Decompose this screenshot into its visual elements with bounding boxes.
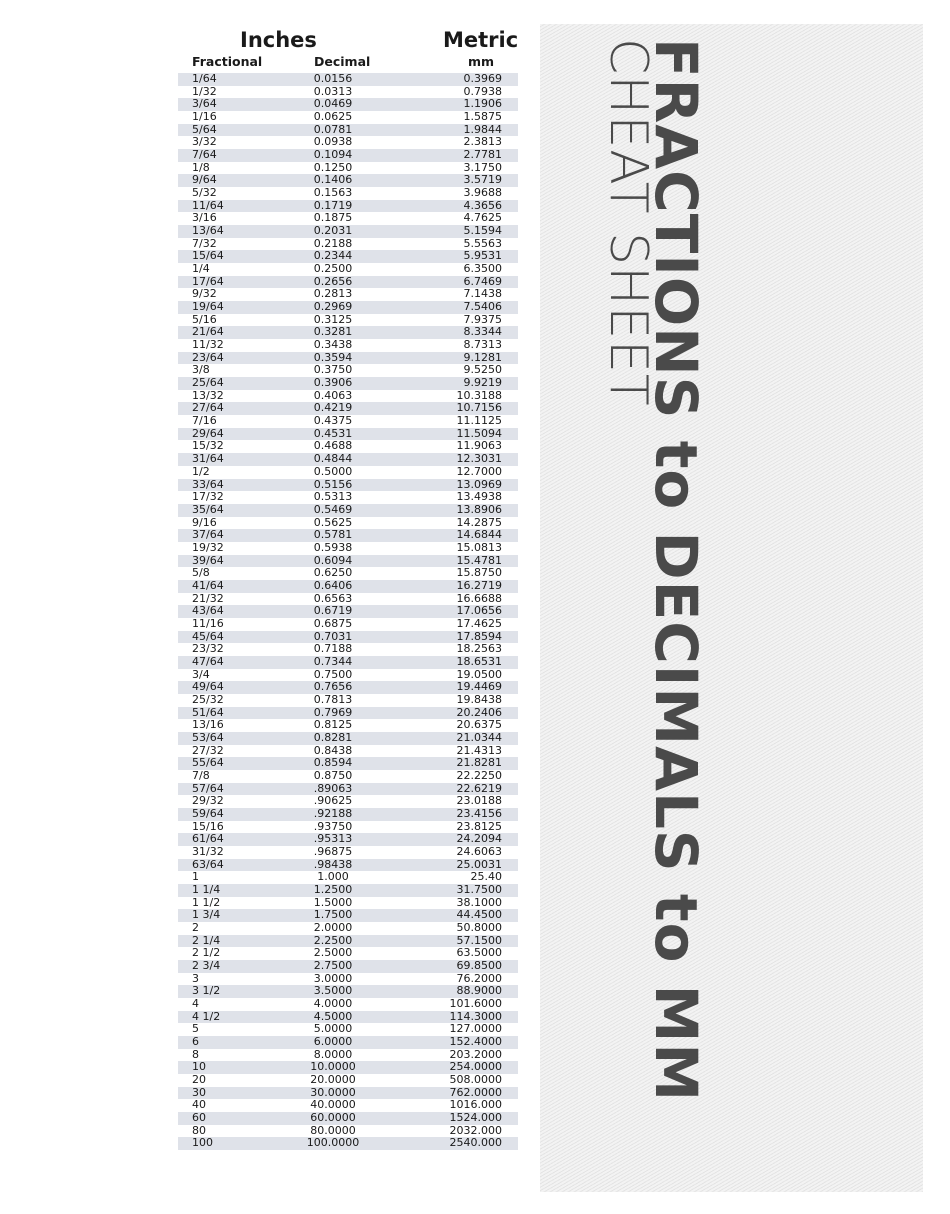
fraction-cell: 1 1/4: [192, 883, 221, 896]
fraction-cell: 33/64: [192, 477, 224, 491]
decimal-cell: 2.0000: [313, 921, 353, 935]
decimal-cell: 0.5938: [313, 540, 353, 554]
decimal-cell: 0.0469: [313, 97, 353, 111]
mm-cell: 13.8906: [456, 502, 502, 516]
mm-cell: 152.4000: [449, 1035, 502, 1049]
fraction-cell: 45/64: [192, 629, 224, 643]
decimal-cell: 0.6406: [313, 578, 353, 592]
fraction-cell: 61/64: [192, 832, 224, 846]
decimal-cell: 4.0000: [313, 997, 353, 1011]
mm-cell: 16.6688: [456, 591, 502, 605]
fraction-cell: 1: [192, 870, 199, 884]
mm-cell: 4.3656: [463, 198, 502, 212]
table-row: [178, 149, 518, 162]
mm-cell: 63.5000: [456, 946, 502, 960]
mm-cell: 24.2094: [456, 832, 502, 846]
mm-cell: 21.8281: [456, 756, 502, 770]
fraction-cell: 5/16: [192, 312, 217, 326]
decimal-column-header: Decimal: [314, 54, 371, 69]
mm-cell: 17.8594: [456, 629, 502, 643]
decimal-cell: 5.0000: [313, 1022, 353, 1036]
decimal-cell: 0.4219: [313, 401, 353, 415]
fraction-cell: 13/64: [192, 224, 224, 238]
table-row: [178, 339, 518, 352]
fraction-cell: 27/64: [192, 401, 224, 415]
decimal-cell: 0.7969: [313, 705, 353, 719]
mm-cell: 127.0000: [449, 1022, 502, 1036]
fraction-cell: 17/64: [192, 274, 224, 288]
fraction-cell: 1 3/4: [192, 908, 221, 922]
fraction-cell: 15/16: [192, 819, 224, 833]
mm-cell: 508.0000: [449, 1073, 502, 1087]
fraction-cell: 2 3/4: [192, 959, 221, 973]
table-row: [178, 377, 518, 390]
table-row: [178, 263, 518, 276]
decimal-cell: .98438: [313, 857, 353, 871]
decimal-cell: 0.1563: [313, 186, 353, 200]
table-row: [178, 301, 518, 314]
mm-cell: 18.2563: [456, 642, 502, 656]
decimal-cell: 0.4063: [313, 388, 353, 402]
fraction-cell: 9/16: [192, 515, 217, 529]
mm-cell: 14.2875: [456, 515, 502, 529]
fraction-cell: 4 1/2: [192, 1009, 221, 1023]
fraction-cell: 3/64: [192, 97, 217, 111]
fraction-cell: 41/64: [192, 578, 224, 592]
fraction-cell: 57/64: [192, 781, 224, 795]
decimal-cell: 30.0000: [310, 1085, 356, 1099]
decimal-cell: 60.0000: [310, 1111, 356, 1125]
mm-cell: 19.4469: [456, 680, 502, 694]
table-row: [178, 542, 518, 555]
decimal-cell: .96875: [313, 844, 353, 858]
mm-cell: 6.3500: [463, 262, 502, 276]
table-row: [178, 884, 518, 897]
fraction-cell: 11/32: [192, 338, 224, 352]
mm-cell: 9.9219: [463, 376, 502, 390]
fraction-cell: 2: [192, 921, 199, 935]
fraction-cell: 59/64: [192, 806, 224, 820]
mm-cell: 0.7938: [463, 84, 502, 98]
decimal-cell: 0.6719: [313, 604, 353, 618]
decimal-cell: 0.2031: [313, 224, 353, 238]
decimal-cell: 0.5000: [313, 464, 353, 478]
mm-cell: 6.7469: [463, 274, 502, 288]
mm-cell: 11.5094: [456, 426, 502, 440]
decimal-cell: 0.1875: [313, 211, 353, 225]
decimal-cell: 2.5000: [313, 946, 353, 960]
decimal-cell: 3.0000: [313, 971, 353, 985]
decimal-cell: 0.6563: [313, 591, 353, 605]
fraction-cell: 2 1/2: [192, 946, 221, 960]
table-row: [178, 998, 518, 1011]
mm-cell: 69.8500: [456, 959, 502, 973]
mm-cell: 1524.000: [449, 1111, 502, 1125]
fraction-cell: 30: [192, 1085, 206, 1099]
mm-cell: 17.4625: [456, 616, 502, 630]
table-row: [178, 1137, 518, 1150]
mm-cell: 57.1500: [456, 933, 502, 947]
fraction-cell: 21/32: [192, 591, 224, 605]
table-row: [178, 225, 518, 238]
fraction-cell: 3/8: [192, 363, 210, 377]
table-row: [178, 580, 518, 593]
decimal-cell: 0.0156: [313, 72, 353, 85]
decimal-cell: 1.7500: [313, 908, 353, 922]
mm-cell: 12.3031: [456, 452, 502, 466]
decimal-cell: 0.1250: [313, 160, 353, 174]
decimal-cell: .90625: [313, 794, 353, 808]
decimal-cell: 0.7031: [313, 629, 353, 643]
mm-cell: 13.0969: [456, 477, 502, 491]
mm-cell: 2540.000: [449, 1136, 502, 1150]
mm-cell: 21.0344: [456, 730, 502, 744]
decimal-cell: 0.0313: [313, 84, 353, 98]
decimal-cell: 80.0000: [310, 1123, 356, 1137]
fraction-cell: 20: [192, 1073, 206, 1087]
fraction-cell: 40: [192, 1098, 206, 1112]
mm-cell: 5.9531: [463, 249, 502, 263]
table-row: [178, 504, 518, 517]
decimal-cell: .92188: [313, 806, 353, 820]
table-row: [178, 922, 518, 935]
fraction-cell: 1/16: [192, 110, 217, 124]
fraction-cell: 3: [192, 971, 199, 985]
table-row: [178, 605, 518, 618]
mm-cell: 5.1594: [463, 224, 502, 238]
decimal-cell: 0.4531: [313, 426, 353, 440]
decimal-cell: 20.0000: [310, 1073, 356, 1087]
fraction-cell: 3/32: [192, 135, 217, 149]
fraction-cell: 31/64: [192, 452, 224, 466]
mm-cell: 13.4938: [456, 490, 502, 504]
fraction-cell: 37/64: [192, 528, 224, 542]
decimal-cell: 0.2656: [313, 274, 353, 288]
decimal-cell: .89063: [313, 781, 353, 795]
mm-cell: 3.5719: [463, 173, 502, 187]
fraction-cell: 5/64: [192, 122, 217, 136]
mm-cell: 15.0813: [456, 540, 502, 554]
mm-cell: 203.2000: [449, 1047, 502, 1061]
decimal-cell: 0.4375: [313, 414, 353, 428]
fraction-cell: 23/64: [192, 350, 224, 364]
table-row: [178, 187, 518, 200]
mm-cell: 23.8125: [456, 819, 502, 833]
table-row: [178, 1036, 518, 1049]
table-row: [178, 770, 518, 783]
mm-cell: 18.6531: [456, 654, 502, 668]
decimal-cell: 0.6250: [313, 566, 353, 580]
decimal-cell: 0.7344: [313, 654, 353, 668]
decimal-cell: 4.5000: [313, 1009, 353, 1023]
fraction-cell: 1/2: [192, 464, 210, 478]
fraction-cell: 49/64: [192, 680, 224, 694]
fraction-cell: 11/16: [192, 616, 224, 630]
table-row: [178, 732, 518, 745]
fraction-cell: 5/8: [192, 566, 210, 580]
decimal-cell: 0.6875: [313, 616, 353, 630]
decimal-cell: 0.3438: [313, 338, 353, 352]
mm-cell: 4.7625: [463, 211, 502, 225]
decimal-cell: 0.0625: [313, 110, 353, 124]
mm-cell: 21.4313: [456, 743, 502, 757]
fraction-cell: 1/32: [192, 84, 217, 98]
mm-cell: 1.1906: [463, 97, 502, 111]
decimal-cell: .93750: [313, 819, 353, 833]
mm-cell: 38.1000: [456, 895, 502, 909]
fraction-cell: 3 1/2: [192, 984, 221, 998]
mm-cell: 19.8438: [456, 692, 502, 706]
decimal-cell: 0.5469: [313, 502, 353, 516]
fraction-cell: 55/64: [192, 756, 224, 770]
mm-cell: 15.8750: [456, 566, 502, 580]
decimal-cell: 0.2344: [313, 249, 353, 263]
fraction-cell: 10: [192, 1060, 206, 1074]
decimal-cell: 0.1094: [313, 148, 353, 162]
decimal-cell: 0.3594: [313, 350, 353, 364]
mm-cell: 25.0031: [456, 857, 502, 871]
fraction-cell: 2 1/4: [192, 933, 221, 947]
table-body: [178, 73, 518, 1150]
decimal-cell: 2.2500: [313, 933, 353, 947]
decimal-cell: 0.5313: [313, 490, 353, 504]
fraction-cell: 5/32: [192, 186, 217, 200]
fraction-cell: 1/4: [192, 262, 210, 276]
fraction-cell: 3/4: [192, 667, 210, 681]
fraction-cell: 7/16: [192, 414, 217, 428]
decimal-cell: 8.0000: [313, 1047, 353, 1061]
fraction-cell: 13/32: [192, 388, 224, 402]
fraction-cell: 39/64: [192, 553, 224, 567]
mm-cell: 24.6063: [456, 844, 502, 858]
mm-cell: 11.1125: [456, 414, 502, 428]
decimal-cell: 0.4844: [313, 452, 353, 466]
decimal-cell: 0.8125: [313, 718, 353, 732]
table-row: [178, 694, 518, 707]
table-row: [178, 618, 518, 631]
inches-heading: Inches: [240, 28, 317, 52]
fraction-cell: 6: [192, 1035, 199, 1049]
mm-cell: 3.1750: [463, 160, 502, 174]
sheet-subtitle: CHEAT SHEET: [598, 38, 658, 407]
decimal-cell: 0.4688: [313, 439, 353, 453]
fraction-cell: 8: [192, 1047, 199, 1061]
decimal-cell: 0.2813: [313, 287, 353, 301]
fraction-cell: 25/64: [192, 376, 224, 390]
decimal-cell: 40.0000: [310, 1098, 356, 1112]
mm-cell: 1.5875: [463, 110, 502, 124]
table-row: [178, 846, 518, 859]
mm-cell: 11.9063: [456, 439, 502, 453]
fraction-cell: 11/64: [192, 198, 224, 212]
mm-cell: 101.6000: [449, 997, 502, 1011]
decimal-cell: 0.2500: [313, 262, 353, 276]
fraction-cell: 1 1/2: [192, 895, 221, 909]
mm-cell: 1016.000: [449, 1098, 502, 1112]
fraction-cell: 9/32: [192, 287, 217, 301]
fraction-cell: 9/64: [192, 173, 217, 187]
mm-cell: 20.2406: [456, 705, 502, 719]
fraction-cell: 25/32: [192, 692, 224, 706]
decimal-cell: 0.8750: [313, 768, 353, 782]
mm-cell: 7.1438: [463, 287, 502, 301]
mm-cell: 31.7500: [456, 883, 502, 896]
mm-cell: 23.4156: [456, 806, 502, 820]
decimal-cell: 0.0781: [313, 122, 353, 136]
mm-cell: 22.2250: [456, 768, 502, 782]
mm-cell: 19.0500: [456, 667, 502, 681]
decimal-cell: 0.7500: [313, 667, 353, 681]
decimal-cell: 0.8281: [313, 730, 353, 744]
mm-cell: 9.5250: [463, 363, 502, 377]
mm-cell: 5.5563: [463, 236, 502, 250]
decimal-cell: 0.3281: [313, 325, 353, 339]
decimal-cell: 0.0938: [313, 135, 353, 149]
fraction-cell: 7/32: [192, 236, 217, 250]
decimal-cell: 3.5000: [313, 984, 353, 998]
fraction-cell: 5: [192, 1022, 199, 1036]
table-row: [178, 111, 518, 124]
decimal-cell: 1.5000: [313, 895, 353, 909]
fraction-cell: 80: [192, 1123, 206, 1137]
mm-cell: 22.6219: [456, 781, 502, 795]
table-row: [178, 453, 518, 466]
mm-cell: 9.1281: [463, 350, 502, 364]
mm-cell: 8.3344: [463, 325, 502, 339]
decimal-cell: 0.3906: [313, 376, 353, 390]
mm-cell: 50.8000: [456, 921, 502, 935]
fraction-cell: 7/8: [192, 768, 210, 782]
fraction-cell: 47/64: [192, 654, 224, 668]
mm-cell: 2.3813: [463, 135, 502, 149]
decimal-cell: 0.2188: [313, 236, 353, 250]
fraction-cell: 63/64: [192, 857, 224, 871]
mm-cell: 10.3188: [456, 388, 502, 402]
decimal-cell: 2.7500: [313, 959, 353, 973]
mm-cell: 23.0188: [456, 794, 502, 808]
mm-cell: 17.0656: [456, 604, 502, 618]
decimal-cell: 0.7813: [313, 692, 353, 706]
mm-cell: 12.7000: [456, 464, 502, 478]
mm-cell: 10.7156: [456, 401, 502, 415]
mm-cell: 8.7313: [463, 338, 502, 352]
fraction-cell: 29/32: [192, 794, 224, 808]
decimal-cell: 0.2969: [313, 300, 353, 314]
mm-cell: 76.2000: [456, 971, 502, 985]
table-row: [178, 529, 518, 542]
table-row: [178, 1074, 518, 1087]
table-row: [178, 415, 518, 428]
mm-cell: 16.2719: [456, 578, 502, 592]
fractional-column-header: Fractional: [192, 54, 263, 69]
table-row: [178, 1112, 518, 1125]
fraction-cell: 1/64: [192, 72, 217, 85]
table-row: [178, 643, 518, 656]
table-row: [178, 73, 518, 86]
metric-heading: Metric: [443, 28, 519, 52]
fraction-cell: 51/64: [192, 705, 224, 719]
decimal-cell: 0.5625: [313, 515, 353, 529]
decimal-cell: 0.5156: [313, 477, 353, 491]
fraction-cell: 15/64: [192, 249, 224, 263]
decimal-cell: 0.3750: [313, 363, 353, 377]
table-row: [178, 491, 518, 504]
decimal-cell: 0.1719: [313, 198, 353, 212]
decimal-cell: 100.0000: [306, 1136, 360, 1150]
mm-cell: 15.4781: [456, 553, 502, 567]
fraction-cell: 17/32: [192, 490, 224, 504]
table-row: [178, 960, 518, 973]
mm-cell: 7.9375: [463, 312, 502, 326]
mm-cell: 254.0000: [449, 1060, 502, 1074]
decimal-cell: 0.1406: [313, 173, 353, 187]
fraction-cell: 27/32: [192, 743, 224, 757]
mm-cell: 20.6375: [456, 718, 502, 732]
fraction-cell: 35/64: [192, 502, 224, 516]
fraction-cell: 19/64: [192, 300, 224, 314]
fraction-cell: 60: [192, 1111, 206, 1125]
decimal-cell: 1.2500: [313, 883, 353, 896]
fraction-cell: 53/64: [192, 730, 224, 744]
table-row: [178, 567, 518, 580]
fraction-cell: 4: [192, 997, 199, 1011]
mm-cell: 44.4500: [456, 908, 502, 922]
fraction-cell: 43/64: [192, 604, 224, 618]
decimal-cell: 10.0000: [310, 1060, 356, 1074]
sheet-title: FRACTIONS to DECIMALS to MM: [642, 38, 710, 1103]
decimal-cell: 0.3125: [313, 312, 353, 326]
fraction-cell: 7/64: [192, 148, 217, 162]
fraction-cell: 100: [192, 1136, 213, 1150]
table-row: [178, 808, 518, 821]
decimal-cell: 0.6094: [313, 553, 353, 567]
mm-cell: 1.9844: [463, 122, 502, 136]
fraction-cell: 29/64: [192, 426, 224, 440]
table-row: [178, 466, 518, 479]
fraction-cell: 15/32: [192, 439, 224, 453]
mm-cell: 114.3000: [449, 1009, 502, 1023]
mm-cell: 88.9000: [456, 984, 502, 998]
decimal-cell: 1.000: [317, 870, 349, 884]
mm-cell: 14.6844: [456, 528, 502, 542]
fraction-cell: 23/32: [192, 642, 224, 656]
decimal-cell: 0.7656: [313, 680, 353, 694]
mm-cell: 3.9688: [463, 186, 502, 200]
decimal-cell: .95313: [313, 832, 353, 846]
mm-column-header: mm: [468, 54, 495, 69]
decimal-cell: 0.5781: [313, 528, 353, 542]
fraction-cell: 21/64: [192, 325, 224, 339]
mm-cell: 7.5406: [463, 300, 502, 314]
table-row: [178, 656, 518, 669]
fraction-cell: 19/32: [192, 540, 224, 554]
mm-cell: 762.0000: [449, 1085, 502, 1099]
mm-cell: 25.40: [470, 870, 502, 884]
fraction-cell: 13/16: [192, 718, 224, 732]
fraction-cell: 1/8: [192, 160, 210, 174]
mm-cell: 2.7781: [463, 148, 502, 162]
decimal-cell: 0.8594: [313, 756, 353, 770]
mm-cell: 2032.000: [449, 1123, 502, 1137]
fraction-cell: 3/16: [192, 211, 217, 225]
decimal-cell: 6.0000: [313, 1035, 353, 1049]
fraction-cell: 31/32: [192, 844, 224, 858]
mm-cell: 0.3969: [463, 72, 502, 85]
decimal-cell: 0.8438: [313, 743, 353, 757]
decimal-cell: 0.7188: [313, 642, 353, 656]
